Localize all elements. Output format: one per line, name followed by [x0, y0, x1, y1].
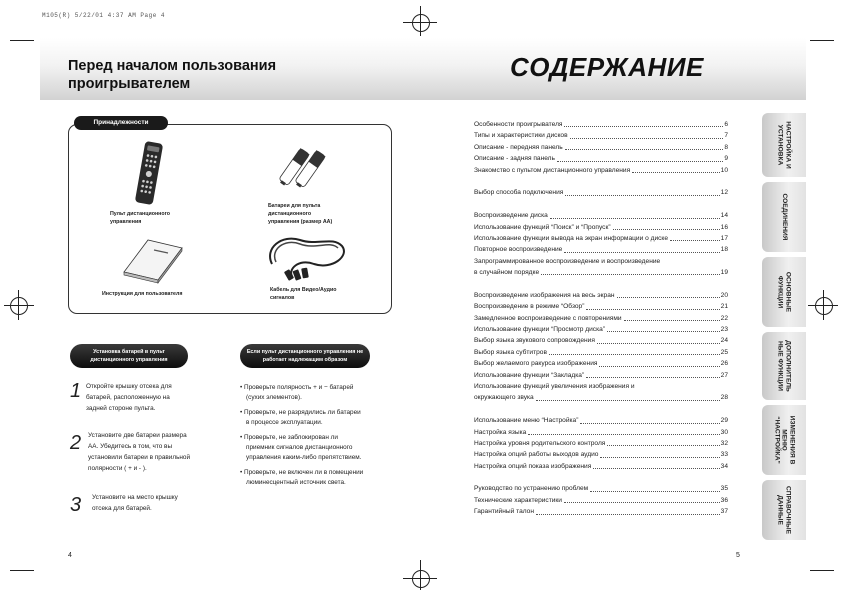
toc-entry[interactable] — [474, 210, 728, 221]
toc-entry-page: 8 — [724, 143, 728, 151]
toc-entry[interactable] — [474, 233, 728, 244]
step-text: Откройте крышку отсека для батарей, расположенную на задней стороне пульта. — [86, 383, 172, 412]
toc-entry[interactable] — [474, 187, 728, 198]
toc-entry-title: Использование функций “Поиск” и “Пропуск” — [474, 223, 611, 231]
toc-entry-page: 16 — [720, 223, 728, 231]
toc-entry-page: 34 — [720, 462, 728, 470]
toc-entry-page: 28 — [720, 394, 728, 402]
toc-entry[interactable] — [474, 495, 728, 506]
tab-reference[interactable]: СПРАВОЧНЫЕ ДАННЫЕ — [762, 480, 806, 540]
crop-mark — [10, 570, 34, 571]
toc-entry-title: Воспроизведение в режиме “Обзор” — [474, 303, 585, 311]
toc-entry-page: 30 — [720, 428, 728, 436]
battery-install-heading: Установка батарей в пульт дистанционного управления — [70, 344, 188, 368]
toc-entry[interactable] — [474, 256, 728, 267]
toc-entry-title: окружающего звука — [474, 394, 534, 402]
toc-leader-dots — [607, 445, 719, 446]
toc-leader-dots — [590, 491, 720, 492]
toc-entry-title: Настройка опций показа изображения — [474, 462, 592, 470]
registration-mark — [10, 297, 28, 315]
toc-leader-dots — [593, 468, 719, 469]
step-number: 2 — [70, 432, 82, 454]
toc-entry-title: Настройка уровня родительского контроля — [474, 439, 606, 447]
batteries-icon — [272, 138, 332, 194]
toc-entry-page: 23 — [720, 326, 728, 334]
registration-mark — [412, 570, 430, 588]
toc-entry[interactable] — [474, 244, 728, 255]
toc-entry-title: Настройка опций работы выходов аудио — [474, 451, 599, 459]
crop-mark — [10, 40, 34, 41]
checklist-item: • Проверьте, не заблокирован ли приемник сигналов дистанционного управления каким-либо препятствием. — [240, 434, 362, 461]
toc-entry-title: Замедленное воспроизведение с повторениями — [474, 314, 622, 322]
toc-entry-title: Гарантийный талон — [474, 508, 534, 516]
toc-leader-dots — [541, 274, 720, 275]
remote-control-icon — [124, 140, 174, 206]
page-number-right: 5 — [736, 552, 740, 559]
remote-trouble-heading: Если пульт дистанционного управления не работает надлежащим образом — [240, 344, 370, 368]
toc-entry-page: 20 — [720, 291, 728, 299]
toc-entry[interactable] — [474, 506, 728, 517]
toc-entry-title: Типы и характеристики дисков — [474, 132, 568, 140]
toc-entry-title: Использование меню “Настройка” — [474, 417, 579, 425]
toc-entry-page: 36 — [720, 496, 728, 504]
toc-entry[interactable] — [474, 347, 728, 358]
manual-icon — [118, 234, 188, 284]
toc-entry-page: 19 — [720, 269, 728, 277]
toc-entry-page: 24 — [720, 337, 728, 345]
cable-caption: Кабель для Видео/Аудио сигналов — [270, 287, 337, 301]
av-cable-icon — [262, 226, 352, 282]
crop-mark — [810, 40, 834, 41]
step-text: Установите на место крышку отсека для батарей. — [92, 494, 178, 512]
toc-leader-dots — [570, 138, 724, 139]
toc-entry[interactable] — [474, 449, 728, 460]
toc-entry-title: Описание - задняя панель — [474, 155, 555, 163]
toc-entry[interactable] — [474, 370, 728, 381]
toc-entry-title: Выбор языка субтитров — [474, 348, 547, 356]
toc-entry-page: 32 — [720, 439, 728, 447]
toc-entry-page: 6 — [724, 120, 728, 128]
toc-leader-dots — [536, 400, 720, 401]
toc-entry-title: Выбор языка звукового сопровождения — [474, 337, 595, 345]
toc-spacer — [474, 199, 728, 210]
toc-entry-page: 33 — [720, 451, 728, 459]
toc-entry[interactable] — [474, 165, 728, 176]
toc-leader-dots — [580, 423, 719, 424]
toc-entry-page: 7 — [724, 132, 728, 140]
toc-entry[interactable] — [474, 153, 728, 164]
toc-entry[interactable] — [474, 324, 728, 335]
toc-entry-title: Описание - передняя панель — [474, 143, 563, 151]
toc-leader-dots — [565, 149, 724, 150]
toc-entry-page: 25 — [720, 348, 728, 356]
toc-entry[interactable] — [474, 427, 728, 438]
toc-entry-page: 35 — [720, 485, 728, 493]
step-number: 3 — [70, 494, 82, 516]
toc-entry-page: 37 — [720, 508, 728, 516]
toc-entry-page: 12 — [720, 189, 728, 197]
toc-leader-dots — [607, 331, 720, 332]
toc-entry[interactable] — [474, 290, 728, 301]
toc-entry[interactable] — [474, 301, 728, 312]
checklist-item: • Проверьте, не разрядились ли батареи в процессе эксплуатации. — [240, 409, 361, 426]
toc-leader-dots — [624, 320, 720, 321]
print-header: M105(R) 5/22/01 4:37 AM Page 4 — [42, 12, 166, 19]
toc-leader-dots — [632, 172, 719, 173]
left-page-title: Перед началом пользования проигрывателем — [68, 58, 277, 92]
table-of-contents — [474, 119, 728, 518]
toc-entry-title: Выбор способа подключения — [474, 189, 564, 197]
toc-entry[interactable] — [474, 461, 728, 472]
step-number: 1 — [70, 380, 82, 402]
toc-leader-dots — [613, 229, 720, 230]
toc-entry[interactable] — [474, 130, 728, 141]
toc-spacer — [474, 472, 728, 483]
toc-entry[interactable] — [474, 335, 728, 346]
toc-leader-dots — [536, 514, 720, 515]
toc-entry-title: Знакомство с пультом дистанционного управления — [474, 166, 631, 174]
remote-caption: Пульт дистанционного управления — [110, 211, 170, 225]
toc-leader-dots — [550, 218, 720, 219]
toc-leader-dots — [617, 297, 720, 298]
page-number-left: 4 — [68, 552, 72, 559]
toc-leader-dots — [597, 343, 720, 344]
toc-entry-page: 26 — [720, 360, 728, 368]
toc-entry[interactable] — [474, 438, 728, 449]
toc-leader-dots — [564, 502, 720, 503]
tab-connections[interactable]: СОЕДИНЕНИЯ — [762, 182, 806, 252]
toc-spacer — [474, 176, 728, 187]
toc-entry-title: Настройка языка — [474, 428, 527, 436]
manual-caption: Инструкция для пользователя — [102, 291, 183, 297]
toc-entry-page: 21 — [720, 303, 728, 311]
toc-entry-title: Выбор желаемого ракурса изображения — [474, 360, 598, 368]
toc-leader-dots — [528, 434, 719, 435]
toc-entry[interactable] — [474, 484, 728, 495]
toc-entry[interactable] — [474, 267, 728, 278]
toc-entry-page: 29 — [720, 417, 728, 425]
checklist-item: • Проверьте полярность + и − батарей (сухих элементов). — [240, 384, 354, 401]
toc-entry[interactable] — [474, 392, 728, 403]
toc-entry-page: 9 — [724, 155, 728, 163]
toc-entry-page: 22 — [720, 314, 728, 322]
toc-entry-page: 27 — [720, 371, 728, 379]
toc-entry-page: 14 — [720, 212, 728, 220]
toc-entry-title: Воспроизведение диска — [474, 212, 548, 220]
toc-entry-page: 17 — [720, 234, 728, 242]
toc-entry[interactable] — [474, 381, 728, 392]
toc-entry[interactable] — [474, 142, 728, 153]
checklist-item: • Проверьте, не включен ли в помещении люминесцентный источник света. — [240, 469, 364, 486]
toc-spacer — [474, 404, 728, 415]
toc-entry[interactable] — [474, 358, 728, 369]
toc-leader-dots — [670, 240, 720, 241]
toc-entry-title: Повторное воспроизведение — [474, 246, 563, 254]
toc-entry-title: Использование функции вывода на экран информации о диске — [474, 234, 669, 242]
toc-entry-title: Руководство по устранению проблем — [474, 485, 589, 493]
toc-entry[interactable] — [474, 415, 728, 426]
toc-leader-dots — [586, 309, 719, 310]
toc-entry-title: Использование функции “Закладка” — [474, 371, 585, 379]
accessories-label: Принадлежности — [74, 116, 168, 130]
toc-entry-page: 18 — [720, 246, 728, 254]
toc-entry-title: в случайном порядке — [474, 269, 540, 277]
toc-entry-title: Технические характеристики — [474, 496, 562, 504]
toc-leader-dots — [557, 161, 723, 162]
toc-entry-title: Особенности проигрывателя — [474, 120, 563, 128]
toc-entry-title: Использование функции “Просмотр диска” — [474, 326, 605, 334]
toc-entry-title: Воспроизведение изображения на весь экран — [474, 291, 615, 299]
batteries-caption: Батареи для пульта дистанционного управления (размер АА) — [268, 203, 333, 225]
toc-leader-dots — [549, 354, 720, 355]
toc-entry[interactable] — [474, 313, 728, 324]
contents-title: СОДЕРЖАНИЕ — [510, 52, 704, 82]
tab-setup-menu[interactable]: ИЗМЕНЕНИЯ В МЕНЮ “НАСТРОЙКА” — [762, 405, 806, 475]
toc-leader-dots — [564, 126, 723, 127]
toc-leader-dots — [565, 195, 719, 196]
toc-entry-title: Запрограммированное воспроизведение и воспроизведение — [474, 257, 661, 265]
step-text: Установите две батареи размера AA. Убедитесь в том, что вы установили батареи в правильной полярности ( + и - ). — [88, 432, 191, 472]
tab-advanced-functions[interactable]: ДОПОЛНИТЕЛЬ НЫЕ ФУНКЦИИ — [762, 332, 806, 400]
toc-leader-dots — [586, 377, 720, 378]
toc-leader-dots — [599, 366, 719, 367]
toc-leader-dots — [564, 252, 719, 253]
toc-spacer — [474, 278, 728, 289]
toc-leader-dots — [600, 457, 719, 458]
tab-setup[interactable]: НАСТРОЙКА И УСТАНОВКА — [762, 113, 806, 177]
toc-entry-title: Использование функций увеличения изображения и — [474, 382, 635, 390]
toc-entry-page: 10 — [720, 166, 728, 174]
crop-mark — [810, 570, 834, 571]
toc-entry[interactable] — [474, 119, 728, 130]
toc-entry[interactable] — [474, 222, 728, 233]
registration-mark — [815, 297, 833, 315]
tab-basic-functions[interactable]: ОСНОВНЫЕ ФУНКЦИИ — [762, 257, 806, 327]
registration-mark — [412, 14, 430, 32]
